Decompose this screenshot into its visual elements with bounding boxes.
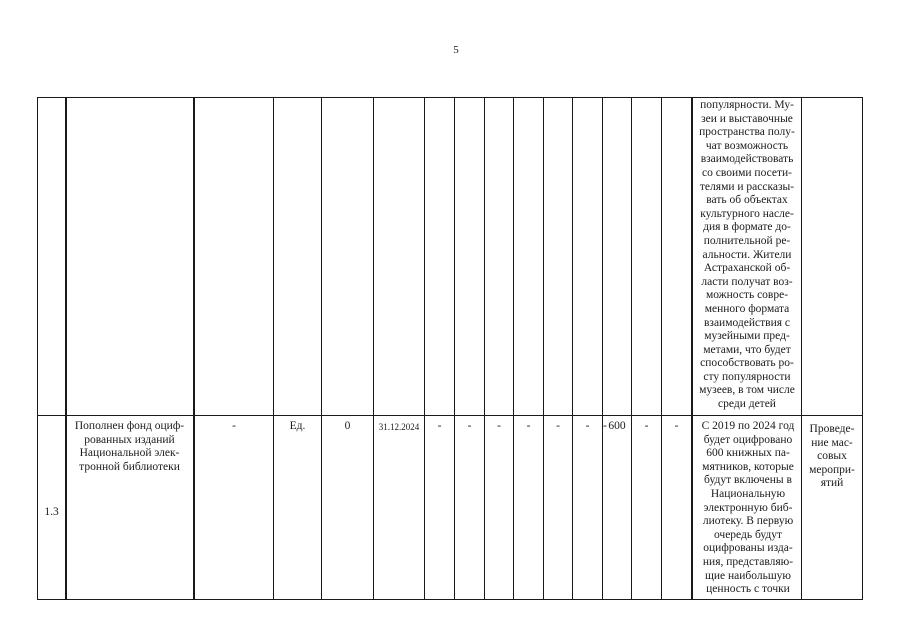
value-cell: - <box>467 420 472 432</box>
value-cell: - <box>644 420 649 432</box>
measure-cell: Проведе- ние мас- совых меропри- ятий <box>809 423 855 490</box>
value-cell: - <box>585 420 590 432</box>
page-number: 5 <box>453 44 459 56</box>
row-number: 1.3 <box>44 506 59 518</box>
column-border <box>484 97 485 600</box>
column-border <box>37 97 38 600</box>
value-cell: - <box>674 420 679 432</box>
column-border <box>862 97 863 600</box>
data-table: популярности. Му- зеи и выставочные пространства полу- чат возможность взаимодействовать со своими посети- телями и рассказы- вать об объектах культурного насле- дия в формате до- полнительной ре- альности. Жители Астраханской об- ласти получат воз- можность совре- менного формата взаимодействия с музейными пред- метами, что будет способствовать ро- сту популярности музеев, в том числе среди детей 1.3 Пополнен фонд оциф- рованных изданий Национальной элек- тронной библиотеки - Ед. 0 31.12.2024 - - - - - - - 600 - - С 2019 по 2024 год будет оцифровано 600 книжных па- мятников, которые будут включены в Национальную электронную биб- лиотеку. В первую очередь будут оцифрованы изда- ния, представляю- щие наибольшую ценность с точки Проведе- ние мас- совых меропри- ятий <box>0 0 905 640</box>
value-cell: - <box>556 420 560 432</box>
indicator-name: Пополнен фонд оциф- рованных изданий Национальной элек- тронной библиотеки <box>74 420 185 473</box>
column-border <box>65 97 67 600</box>
table-top-border <box>37 97 863 98</box>
value-cell: - <box>437 420 442 432</box>
column-border <box>193 97 195 600</box>
column-border <box>321 97 322 600</box>
column-border <box>454 97 455 600</box>
base-value-cell: 0 <box>344 420 351 432</box>
outcome-cell: популярности. Му- зеи и выставочные пространства полу- чат возможность взаимодействовать со своими посети- телями и рассказы- вать об объектах культурного насле- дия в формате до- полнительной ре- альности. Жители Астраханской об- ласти получат воз- можность совре- менного формата взаимодействия с музейными пред- метами, что будет способствовать ро- сту популярности музеев, в том числе среди детей <box>699 99 795 411</box>
column-border <box>602 97 603 600</box>
column-border <box>661 97 662 600</box>
row-divider <box>37 415 863 416</box>
value-cell: 600 <box>608 420 626 432</box>
outcome-cell: С 2019 по 2024 год будет оцифровано 600 книжных па- мятников, которые будут включены в Национальную электронную биб- лиотеку. В первую очередь будут оцифрованы изда- ния, представляю- щие наибольшую ценность с точки <box>701 420 795 596</box>
value-cell: - <box>526 420 531 432</box>
column-border <box>273 97 274 600</box>
column-border <box>631 97 632 600</box>
indicator-type: - <box>232 420 236 432</box>
table-bottom-border <box>37 599 863 600</box>
column-border <box>373 97 374 600</box>
column-border <box>513 97 514 600</box>
unit-cell: Ед. <box>289 420 306 432</box>
column-border <box>572 97 573 600</box>
column-border <box>424 97 425 600</box>
column-border <box>543 97 544 600</box>
date-cell: 31.12.2024 <box>378 422 420 432</box>
value-cell: - <box>497 420 501 432</box>
